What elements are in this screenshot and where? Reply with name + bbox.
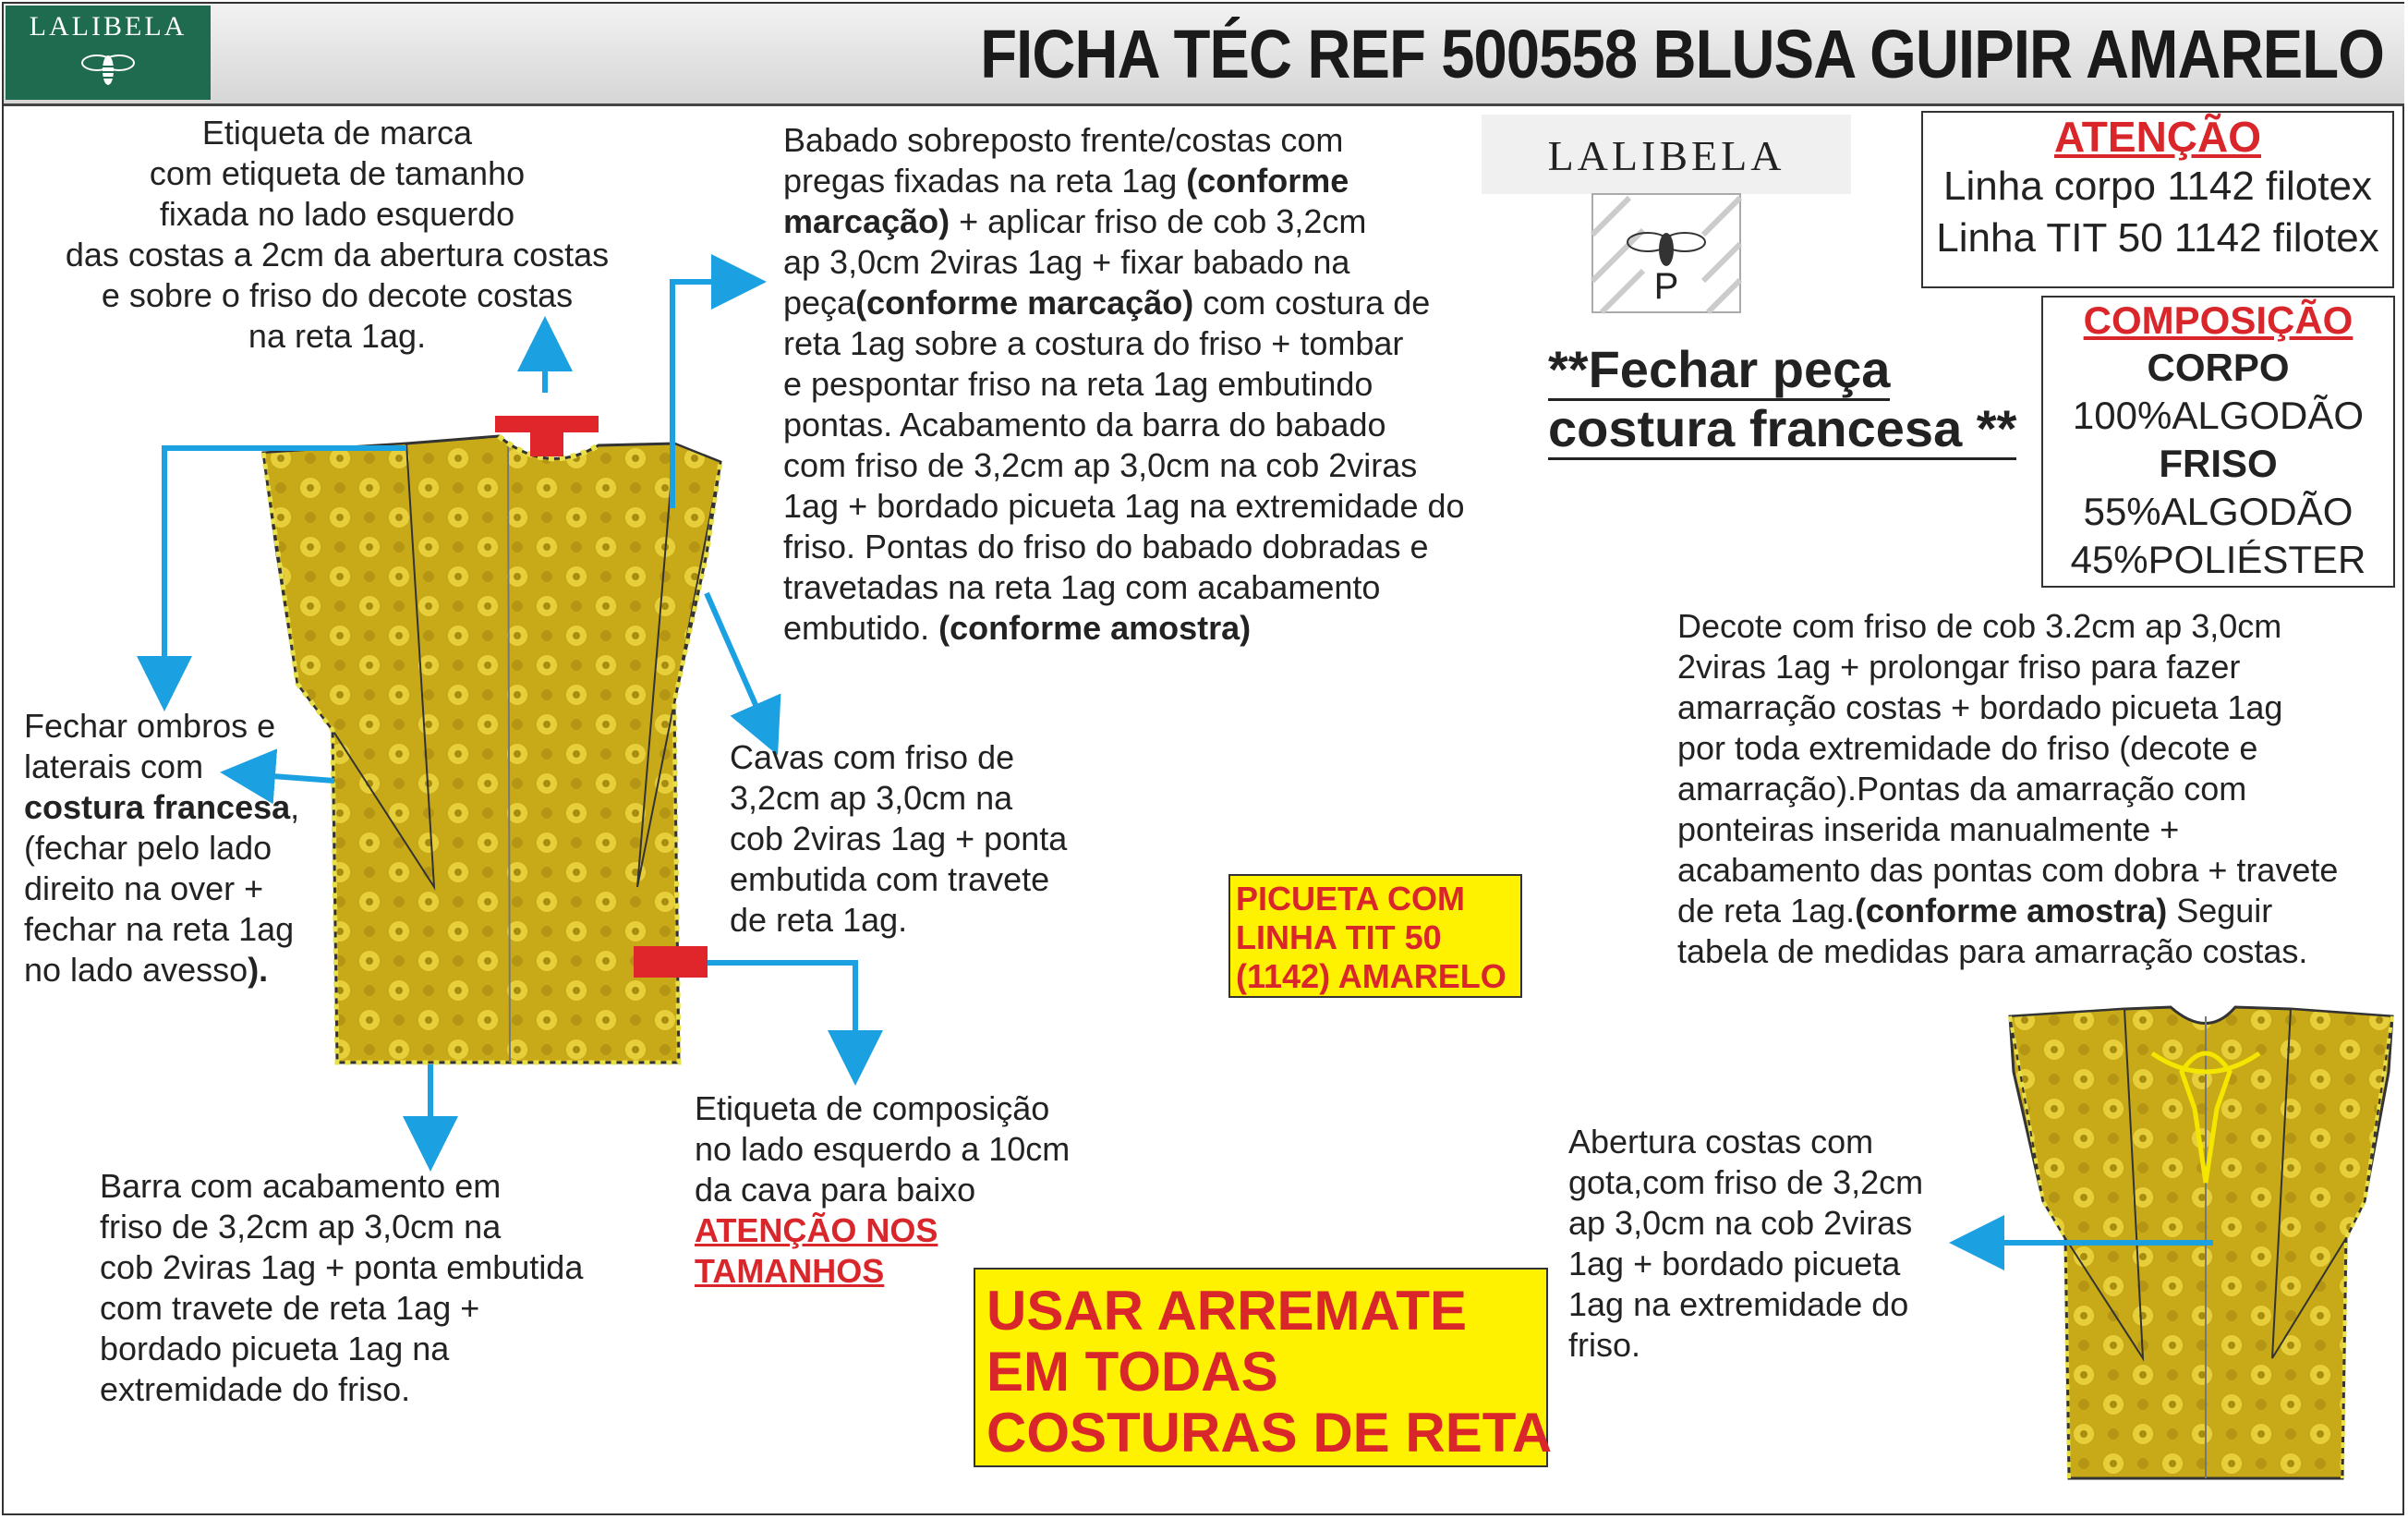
- note-line: de reta 1ag.: [730, 901, 908, 939]
- note-line: [1677, 891, 2338, 931]
- note-line: na reta 1ag.: [248, 317, 427, 355]
- note-line: fechar na reta 1ag: [24, 910, 295, 948]
- note-line: reta 1ag sobre a costura do friso + tombar: [783, 324, 1404, 362]
- note-babado: [783, 120, 1465, 649]
- note-line: e sobre o friso do decote costas: [101, 276, 574, 314]
- size-label-brand: LALIBELA: [1547, 132, 1785, 179]
- picueta-line: (1142) AMARELO: [1236, 957, 1507, 995]
- text-run: com costura de: [1193, 284, 1431, 322]
- fechar-line-text: costura francesa **: [1548, 399, 2016, 460]
- note-line: Babado sobreposto frente/costas com: [783, 121, 1344, 159]
- text-run-bold: (conforme amostra): [1855, 892, 2168, 930]
- note-line: amarração).Pontas da amarração com: [1677, 770, 2247, 808]
- note-line: 1ag na extremidade do: [1568, 1285, 1909, 1323]
- note-line: Abertura costas com: [1568, 1123, 1874, 1161]
- note-line: gota,com friso de 3,2cm: [1568, 1163, 1924, 1201]
- usar-line: USAR ARREMATE: [986, 1280, 1467, 1342]
- note-line: direito na over +: [24, 869, 264, 907]
- garment-front-sketch: [263, 416, 720, 1063]
- text-run: peça: [783, 284, 856, 322]
- note-line: 1ag + bordado picueta: [1568, 1245, 1901, 1282]
- atencao-line: Linha corpo 1142 filotex: [1943, 164, 2372, 209]
- note-line: Fechar ombros e: [24, 707, 276, 745]
- text-run-bold: ).: [248, 951, 269, 989]
- note-line: [783, 161, 1465, 201]
- note-line: tabela de medidas para amarração costas.: [1677, 932, 2308, 970]
- composicao-heading: COMPOSIÇÃO: [2083, 298, 2354, 342]
- friso-value: 55%ALGODÃO: [2083, 490, 2354, 533]
- text-run-bold: (conforme amostra): [938, 609, 1252, 647]
- note-line: no lado esquerdo a 10cm: [695, 1130, 1071, 1168]
- atencao-heading: ATENÇÃO: [2053, 113, 2262, 161]
- corpo-label: CORPO: [2147, 346, 2290, 389]
- note-line: [24, 950, 299, 990]
- warning-text: TAMANHOS: [695, 1252, 885, 1290]
- note-line: cob 2viras 1ag + ponta embutida: [100, 1248, 584, 1286]
- fechar-line: [1548, 399, 2016, 458]
- text-run: no lado avesso: [24, 951, 248, 989]
- note-line: [783, 608, 1465, 649]
- note-line: friso de 3,2cm ap 3,0cm na: [100, 1208, 502, 1246]
- friso-value: 45%POLIÉSTER: [2070, 538, 2366, 581]
- note-etiqueta-marca: [37, 113, 637, 357]
- composicao-box: [2041, 296, 2395, 588]
- logo-text: LALIBELA: [29, 11, 188, 42]
- text-run: ,: [290, 788, 300, 826]
- note-etiqueta-composicao: [695, 1088, 1070, 1292]
- note-abertura-costas: [1568, 1122, 1923, 1366]
- usar-arremate-box: [974, 1268, 1553, 1467]
- note-line: extremidade do friso.: [100, 1370, 411, 1408]
- note-line: friso.: [1568, 1326, 1641, 1364]
- atencao-line: Linha TIT 50 1142 filotex: [1936, 215, 2379, 261]
- size-label-size: P: [1653, 266, 1679, 307]
- note-line: (fechar pelo lado: [24, 829, 272, 867]
- note-line: com etiqueta de tamanho: [149, 154, 526, 192]
- note-line: friso. Pontas do friso do babado dobradas e: [783, 528, 1429, 565]
- note-barra: [100, 1166, 583, 1410]
- note-line: embutida com travete: [730, 860, 1050, 898]
- note-line: Cavas com friso de: [730, 738, 1015, 776]
- note-line: ap 3,0cm 2viras 1ag + fixar babado na: [783, 243, 1350, 281]
- fechar-line-text: **Fechar peça: [1548, 340, 1890, 401]
- atencao-box: [1921, 111, 2394, 288]
- usar-line: COSTURAS DE RETA: [986, 1402, 1553, 1464]
- note-line: pontas. Acabamento da barra do babado: [783, 406, 1386, 444]
- page-title: FICHA TÉC REF 500558 BLUSA GUIPIR AMARELO: [980, 16, 2384, 92]
- note-decote: [1677, 606, 2338, 972]
- text-run: de reta 1ag.: [1677, 892, 1856, 930]
- note-line: com friso de 3,2cm ap 3,0cm na cob 2viras: [783, 446, 1418, 484]
- note-line: 2viras 1ag + prolongar friso para fazer: [1677, 648, 2241, 686]
- note-line: e pespontar friso na reta 1ag embutindo: [783, 365, 1373, 403]
- note-line: com travete de reta 1ag +: [100, 1289, 480, 1327]
- note-line: por toda extremidade do friso (decote e: [1677, 729, 2258, 767]
- note-line: acabamento das pontas com dobra + travete: [1677, 851, 2339, 889]
- note-line: Decote com friso de cob 3.2cm ap 3,0cm: [1677, 607, 2282, 645]
- text-run-bold: (conforme: [1186, 162, 1349, 200]
- note-line: [783, 201, 1465, 242]
- note-line: ap 3,0cm na cob 2viras: [1568, 1204, 1913, 1242]
- size-label-tag: [1482, 115, 1851, 314]
- note-cavas: [730, 737, 1067, 941]
- picueta-line: LINHA TIT 50: [1236, 918, 1442, 956]
- note-line: laterais com: [24, 747, 204, 785]
- text-run-bold: marcação): [783, 202, 950, 240]
- note-line: 1ag + bordado picueta 1ag na extremidade do: [783, 487, 1465, 525]
- text-run: Seguir: [2167, 892, 2273, 930]
- note-fechar-peca: [1548, 340, 2016, 458]
- note-fechar-ombros: [24, 706, 299, 990]
- note-line: travetadas na reta 1ag com acabamento: [783, 568, 1381, 606]
- note-line: [783, 283, 1465, 323]
- text-run: embutido.: [783, 609, 939, 647]
- note-line: 3,2cm ap 3,0cm na: [730, 779, 1013, 817]
- note-line: cob 2viras 1ag + ponta: [730, 820, 1068, 857]
- note-line: [24, 787, 299, 828]
- note-line: Etiqueta de composição: [695, 1089, 1050, 1127]
- note-line: fixada no lado esquerdo: [159, 195, 515, 233]
- warning-text: ATENÇÃO NOS: [695, 1211, 938, 1249]
- text-run: pregas fixadas na reta 1ag: [783, 162, 1187, 200]
- note-line: bordado picueta 1ag na: [100, 1330, 450, 1367]
- note-line: da cava para baixo: [695, 1171, 976, 1209]
- note-line: Barra com acabamento em: [100, 1167, 502, 1205]
- note-line: das costas a 2cm da abertura costas: [65, 236, 610, 273]
- note-line: ponteiras inserida manualmente +: [1677, 810, 2180, 848]
- fechar-line: [1548, 340, 2016, 399]
- corpo-value: 100%ALGODÃO: [2072, 394, 2365, 437]
- friso-label: FRISO: [2159, 442, 2278, 485]
- text-run-bold: costura francesa: [24, 788, 291, 826]
- note-line: Etiqueta de marca: [201, 114, 473, 152]
- text-run-bold: (conforme marcação): [855, 284, 1194, 322]
- usar-line: EM TODAS: [986, 1341, 1278, 1403]
- picueta-line: PICUETA COM: [1236, 880, 1465, 917]
- text-run: + aplicar friso de cob 3,2cm: [950, 202, 1367, 240]
- note-line: amarração costas + bordado picueta 1ag: [1677, 688, 2283, 726]
- picueta-box: [1228, 874, 1522, 998]
